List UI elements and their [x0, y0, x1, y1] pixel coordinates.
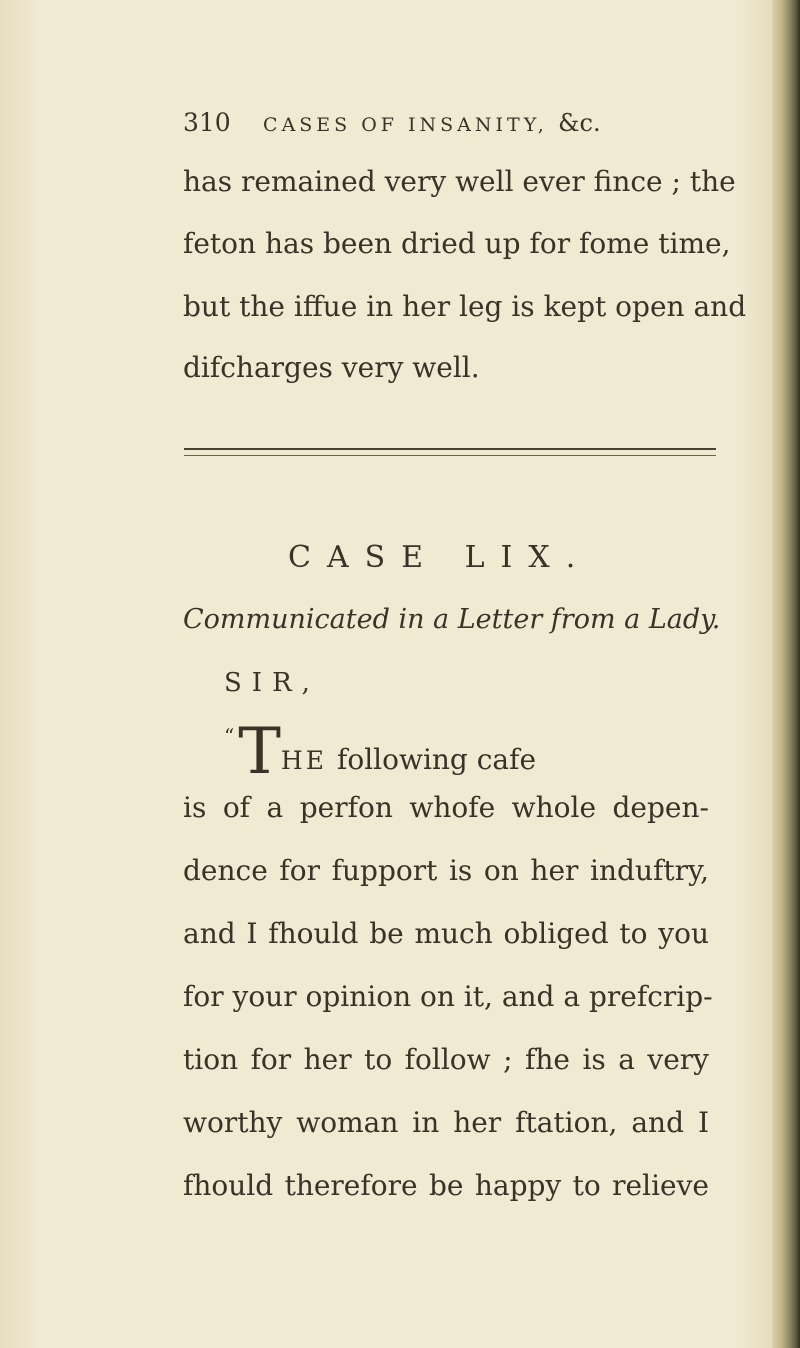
communication-subtitle: Communicated in a Letter from a Lady.: [183, 604, 721, 635]
letter-line: dence for fupport is on her induftry,: [183, 854, 709, 887]
paragraph-line: has remained very well ever fince ; the: [183, 165, 736, 198]
running-header: [183, 108, 601, 137]
paragraph-line: difcharges very well.: [183, 351, 480, 384]
letter-line: and I fhould be much obliged to you: [183, 917, 709, 950]
letter-line: worthy woman in her ftation, and I: [183, 1106, 709, 1139]
running-title: CASES OF INSANITY,: [263, 114, 548, 136]
opening-rest: following cafe: [336, 743, 537, 776]
letter-opening-line: [224, 715, 537, 789]
running-title-etc: &c.: [558, 109, 601, 137]
paragraph-line: but the iffue in her leg is kept open and: [183, 290, 747, 323]
salutation: SIR,: [224, 668, 320, 698]
paragraph-line: feton has been dried up for fome time,: [183, 227, 731, 260]
case-heading: CASE LIX.: [288, 540, 592, 575]
drop-cap: T: [238, 715, 281, 789]
section-divider: [184, 448, 716, 456]
small-caps-word: HE: [280, 746, 327, 775]
page-number: 310: [183, 108, 231, 137]
letter-line: is of a perfon whofe whole depen-: [183, 791, 709, 824]
letter-line: fhould therefore be happy to relieve: [183, 1169, 709, 1202]
letter-line: tion for her to follow ; fhe is a very: [183, 1043, 709, 1076]
opening-quote: “: [224, 724, 235, 748]
letter-line: for your opinion on it, and a prefcrip-: [183, 980, 713, 1013]
book-spine-edge: [772, 0, 800, 1348]
